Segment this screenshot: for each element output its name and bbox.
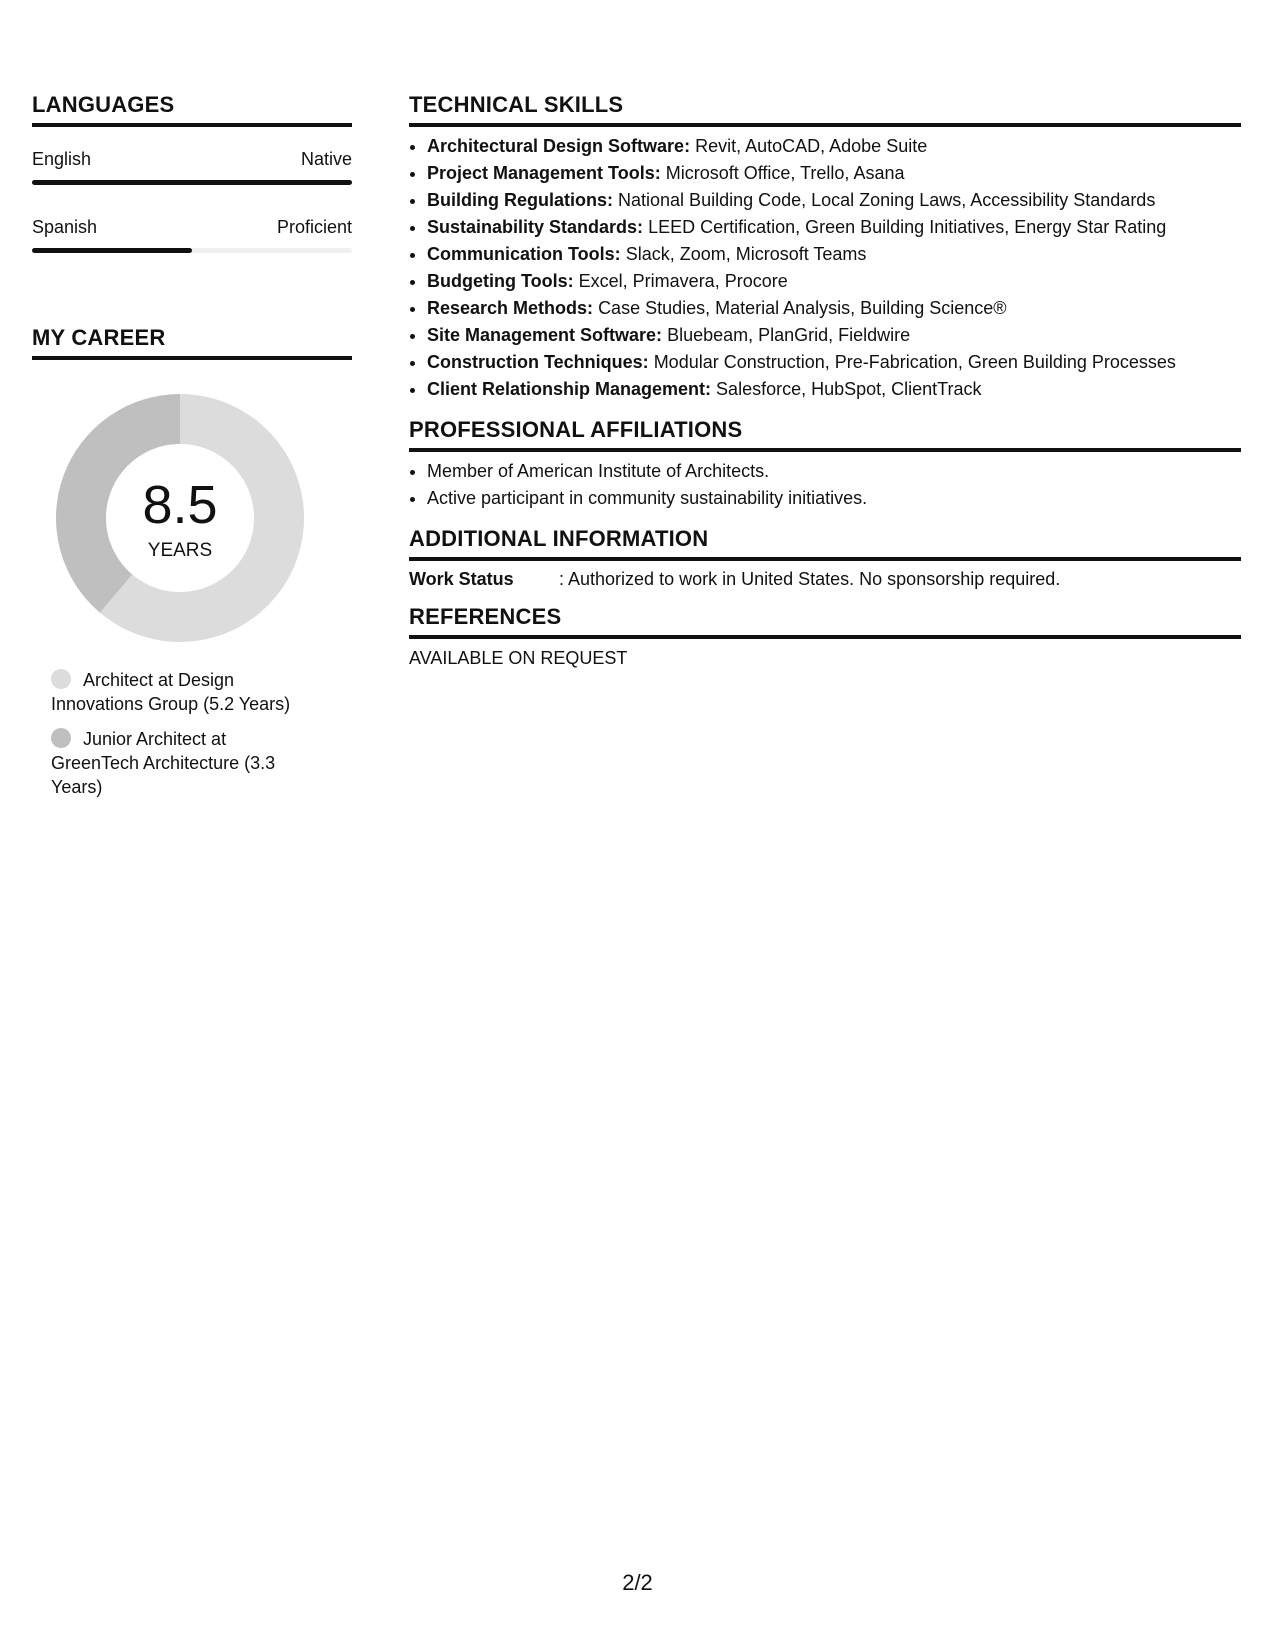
additional-info-section — [409, 526, 1241, 590]
skill-item — [427, 133, 1241, 160]
languages-heading: LANGUAGES — [32, 92, 352, 127]
work-status-label: Work Status — [409, 569, 514, 589]
affiliation-item: • Member of American Institute of Architects. — [427, 458, 1241, 485]
skill-label: Communication Tools: — [427, 244, 621, 264]
skill-value: LEED Certification, Green Building Initiatives, Energy Star Rating — [648, 217, 1167, 237]
skill-label: Project Management Tools: — [427, 163, 661, 183]
right-column — [409, 92, 1241, 683]
affiliations-section — [409, 417, 1241, 512]
skill-value: Microsoft Office, Trello, Asana — [665, 163, 905, 183]
skill-item — [427, 322, 1241, 349]
left-column — [32, 92, 352, 810]
skill-item — [427, 160, 1241, 187]
skills-list — [409, 133, 1241, 403]
skill-label: Construction Techniques: — [427, 352, 649, 372]
skill-value: Modular Construction, Pre-Fabrication, Green Building Processes — [653, 352, 1176, 372]
career-donut-chart — [56, 394, 304, 642]
language-name: English — [32, 149, 92, 169]
affiliation-item: • Active participant in community sustainability initiatives. — [427, 485, 1241, 512]
skill-label: Client Relationship Management: — [427, 379, 712, 399]
skill-item — [427, 349, 1241, 376]
skill-value: Revit, AutoCAD, Adobe Suite — [695, 136, 928, 156]
skill-value: National Building Code, Local Zoning Laws, Accessibility Standards — [618, 190, 1156, 210]
career-legend — [51, 668, 311, 799]
skill-label: Budgeting Tools: — [427, 271, 574, 291]
work-status-value: : Authorized to work in United States. No sponsorship required. — [559, 569, 1061, 589]
affiliations-heading: PROFESSIONAL AFFILIATIONS — [409, 417, 1241, 452]
language-level-bar — [32, 180, 352, 185]
language-level: Proficient — [276, 217, 352, 237]
skill-value: Salesforce, HubSpot, ClientTrack — [716, 379, 982, 399]
additional-info-heading: ADDITIONAL INFORMATION — [409, 526, 1241, 561]
skill-item — [427, 241, 1241, 268]
skill-item — [427, 268, 1241, 295]
technical-skills-heading: TECHNICAL SKILLS — [409, 92, 1241, 127]
technical-skills-section — [409, 92, 1241, 403]
language-name: Spanish — [32, 217, 98, 237]
language-level-bar — [32, 248, 352, 253]
skill-value: Slack, Zoom, Microsoft Teams — [625, 244, 867, 264]
career-heading: MY CAREER — [32, 325, 352, 360]
references-text: AVAILABLE ON REQUEST — [409, 648, 628, 668]
affiliations-list — [409, 458, 1241, 512]
page-number: 2/2 — [622, 1570, 653, 1595]
skill-label: Architectural Design Software: — [427, 136, 691, 156]
skill-item — [427, 376, 1241, 403]
references-section — [409, 604, 1241, 669]
language-level-fill — [32, 180, 352, 185]
skill-label: Site Management Software: — [427, 325, 663, 345]
skill-item — [427, 214, 1241, 241]
career-total-years: 8.5 — [142, 475, 218, 535]
skill-value: Bluebeam, PlanGrid, Fieldwire — [667, 325, 911, 345]
legend-dot-icon — [51, 728, 71, 748]
language-level-fill — [32, 248, 192, 253]
skill-item — [427, 295, 1241, 322]
skill-item — [427, 187, 1241, 214]
skill-label: Building Regulations: — [427, 190, 613, 210]
career-years-unit: YEARS — [147, 540, 213, 561]
skill-value: Excel, Primavera, Procore — [578, 271, 788, 291]
language-level: Native — [300, 149, 352, 169]
skill-label: Sustainability Standards: — [427, 217, 644, 237]
career-legend-label: Architect at Design Innovations Group (5.2 Years) — [51, 670, 291, 714]
legend-dot-icon — [51, 669, 71, 689]
references-heading: REFERENCES — [409, 604, 1241, 639]
skill-value: Case Studies, Material Analysis, Building Science® — [598, 298, 1007, 318]
language-item — [32, 217, 352, 253]
skill-label: Research Methods: — [427, 298, 594, 318]
career-legend-item — [51, 727, 311, 799]
work-status-row — [409, 569, 1241, 590]
language-item — [32, 149, 352, 185]
career-legend-label: Junior Architect at GreenTech Architecture (3.3 Years) — [51, 729, 276, 797]
career-legend-item — [51, 668, 311, 716]
